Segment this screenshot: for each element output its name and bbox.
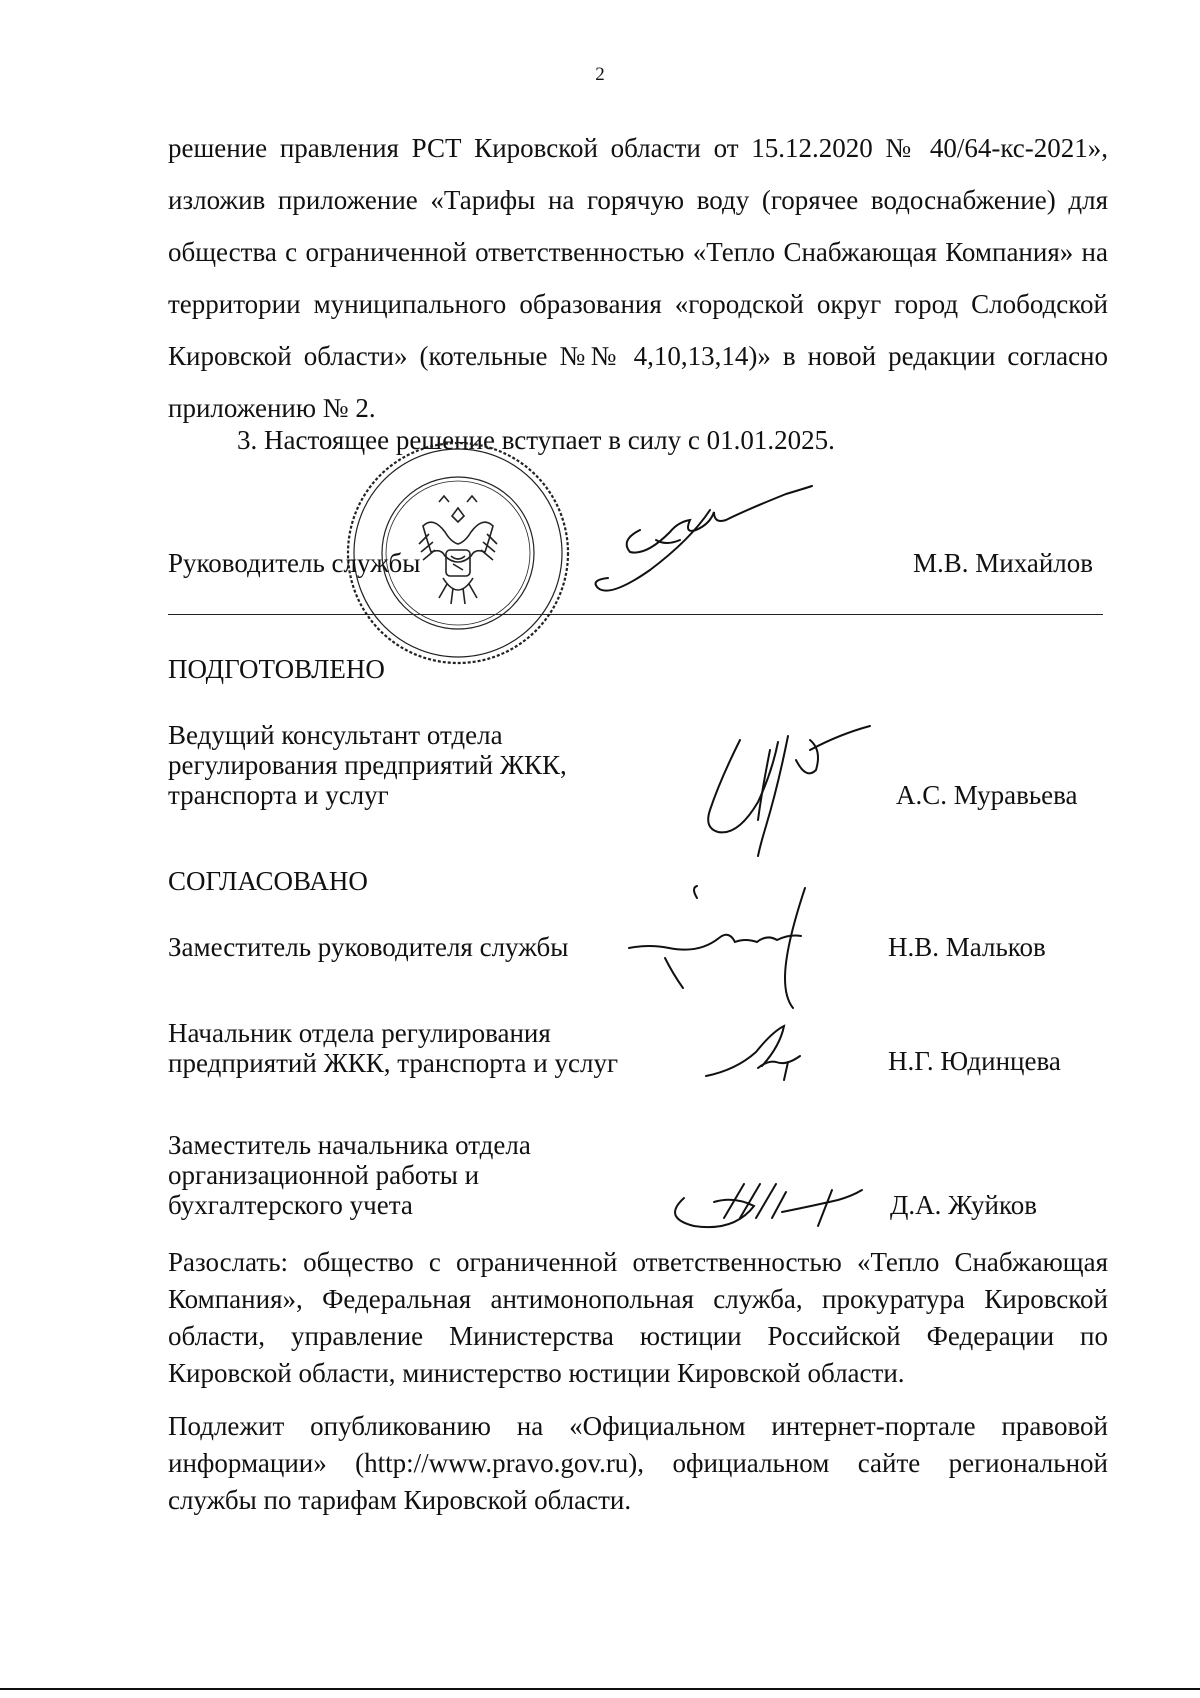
position-line: Заместитель начальника отдела — [168, 1130, 531, 1160]
item-3-effective-date: 3. Настоящее решение вступает в силу с 01.01.2025. — [237, 425, 835, 455]
prepared-name: А.С. Муравьева — [896, 780, 1078, 810]
position-line: Ведущий консультант отдела — [168, 720, 503, 750]
signer-3-position — [168, 1130, 531, 1220]
prepared-heading: ПОДГОТОВЛЕНО — [168, 654, 385, 684]
head-name: М.В. Михайлов — [913, 548, 1094, 578]
position-line: предприятий ЖКК, транспорта и услуг — [168, 1048, 619, 1078]
position-line: организационной работы и — [168, 1160, 480, 1190]
signer-2-position — [168, 1018, 618, 1078]
signature-muravyeva-icon — [700, 720, 880, 860]
publication-note: Подлежит опубликованию на «Официальном интернет-портале правовой информации» (http://www.pravo.gov.ru), официальном сайте региональной службы по тарифам Кировской области. — [168, 1411, 1108, 1515]
signer-1-position — [168, 932, 568, 962]
distribution-list: Разослать: общество с ограниченной ответственностью «Тепло Снабжающая Компания», Федеральная антимонопольная служба, прокуратура Кировской области, управление Министерства юстиции Российской Федерации по Кировской области, министерство юстиции Кировской области. — [168, 1247, 1108, 1388]
page-bottom-border — [0, 1688, 1200, 1690]
signature-zhuykov-icon — [664, 1168, 884, 1238]
signer-3-name: Д.А. Жуйков — [890, 1190, 1037, 1220]
separator-line — [168, 614, 1103, 615]
position-line: Начальник отдела регулирования — [168, 1018, 551, 1048]
coat-of-arms-eagle-icon — [419, 496, 497, 604]
position-line: Заместитель руководителя службы — [168, 932, 569, 962]
head-position: Руководитель службы — [168, 548, 421, 578]
page-number: 2 — [595, 64, 605, 85]
paragraph-continuation: решение правления РСТ Кировской области от 15.12.2020 № 40/64-кс-2021», изложив приложение «Тарифы на горячую воду (горячее водоснабжение) для общества с ограниченной ответственностью «Тепло Снабжающая Компания» на территории муниципального образования «городской округ город Слободской Кировской области» (котельные №№ 4,10,13,14)» в новой редакции согласно приложению № 2. — [168, 133, 1108, 423]
signature-malkov-icon — [625, 878, 865, 1008]
signer-1-name: Н.В. Мальков — [888, 932, 1046, 962]
position-line: регулирования предприятий ЖКК, — [168, 750, 567, 780]
signer-2-name: Н.Г. Юдинцева — [888, 1046, 1061, 1076]
signature-head-icon — [560, 470, 820, 600]
agreed-heading: СОГЛАСОВАНО — [168, 866, 368, 896]
position-line: бухгалтерского учета — [168, 1190, 413, 1220]
prepared-position — [168, 720, 567, 810]
signature-yudintseva-icon — [700, 1022, 820, 1092]
position-line: транспорта и услуг — [168, 780, 389, 810]
